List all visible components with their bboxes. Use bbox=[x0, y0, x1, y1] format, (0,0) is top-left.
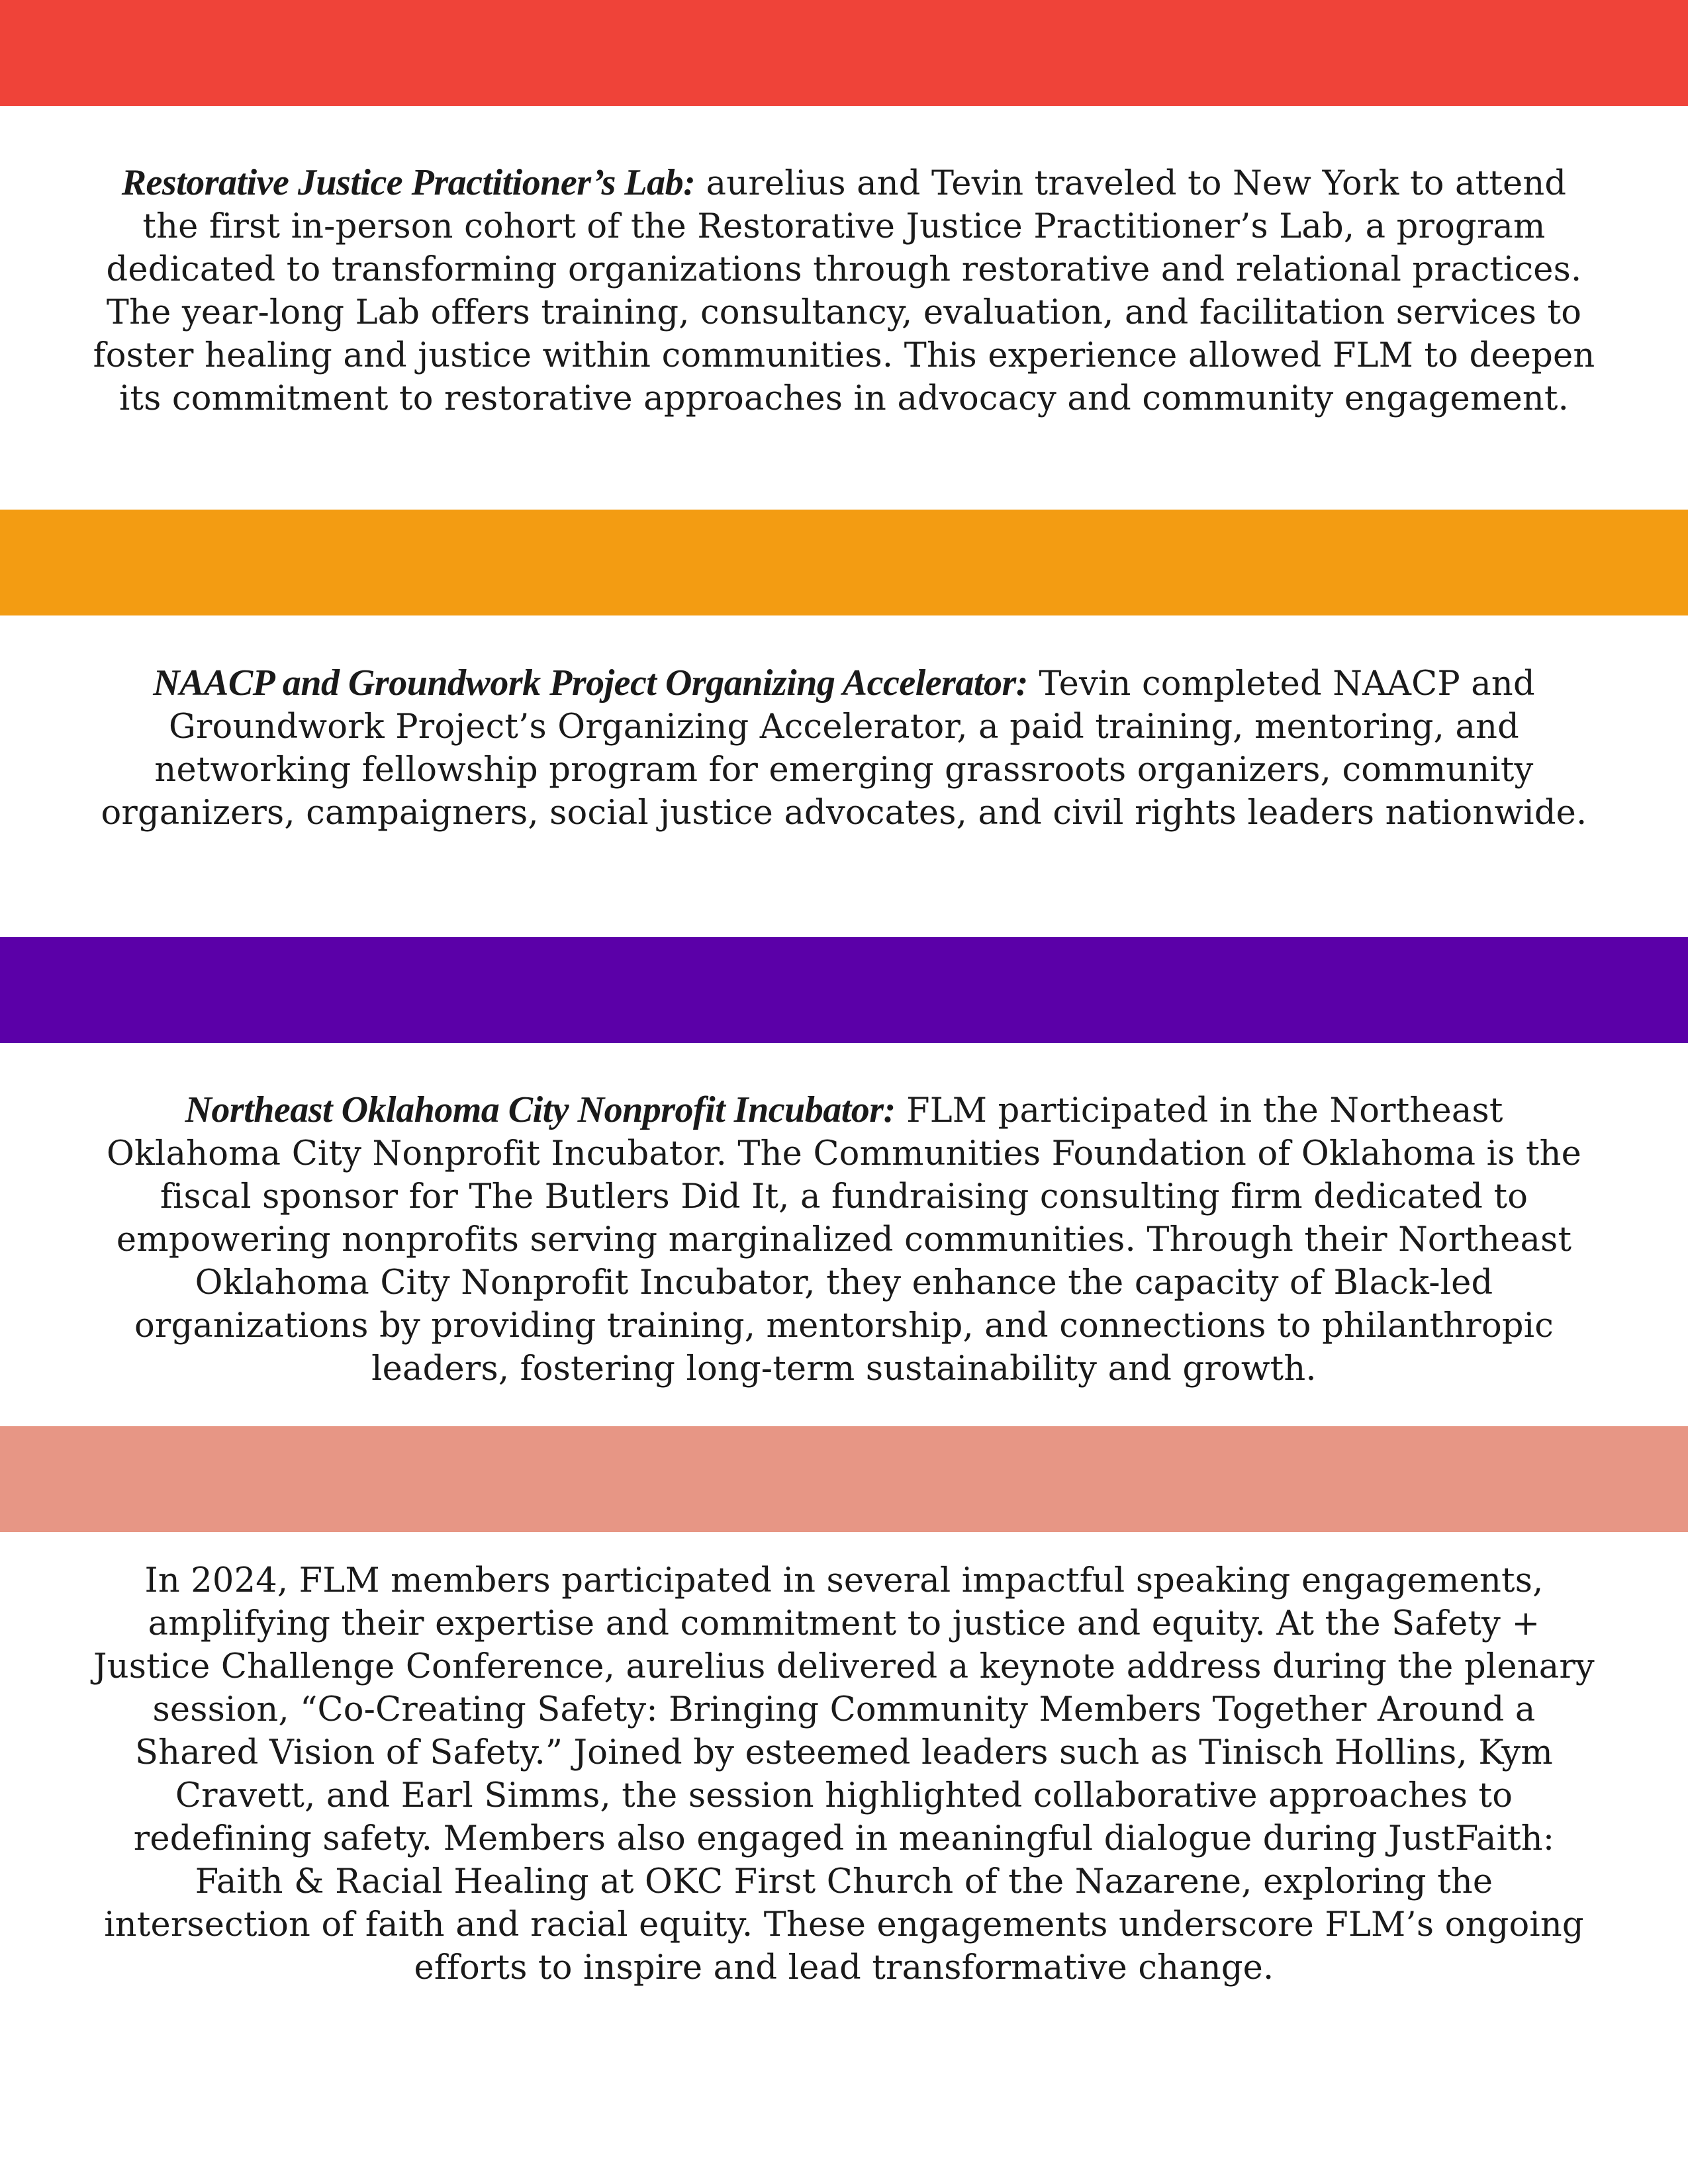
naacp-accelerator-text: Tevin completed NAACP and Groundwork Project’s Organizing Accelerator, a paid training, mentoring, and networking fellowship program for emerging grassroots organizers, community organizers, campaigners, social justice advocates, and civil rights leaders nationwide. bbox=[101, 664, 1587, 833]
purple-color-band bbox=[0, 937, 1688, 1043]
okc-incubator-heading: Northeast Oklahoma City Nonprofit Incubator: bbox=[185, 1089, 896, 1130]
speaking-engagements-paragraph bbox=[93, 1559, 1595, 1989]
rj-practitioners-lab-heading: Restorative Justice Practitioner’s Lab: bbox=[121, 162, 696, 203]
red-color-band bbox=[0, 0, 1688, 106]
okc-incubator-paragraph bbox=[93, 1089, 1595, 1390]
okc-incubator-text: FLM participated in the Northeast Oklahoma City Nonprofit Incubator. The Communities Foundation of Oklahoma is the fiscal sponsor for The Butlers Did It, a fundraising consulting firm dedicated to empowering nonprofits serving marginalized communities. Through their Northeast Oklahoma City Nonprofit Incubator, they enhance the capacity of Black-led organizations by providing training, mentorship, and connections to philanthropic leaders, fostering long-term sustainability and growth. bbox=[106, 1091, 1582, 1388]
naacp-accelerator-heading: NAACP and Groundwork Project Organizing Accelerator: bbox=[153, 662, 1028, 704]
naacp-accelerator-paragraph bbox=[93, 662, 1595, 835]
orange-color-band bbox=[0, 510, 1688, 615]
rj-practitioners-lab-text: aurelius and Tevin traveled to New York to attend the first in-person cohort of the Restorative Justice Practitioner’s Lab, a program dedicated to transforming organizations through restorative and relational practices. The year-long Lab offers training, consultancy, evaluation, and facilitation services to foster healing and justice within communities. This experience allowed FLM to deepen its commitment to restorative approaches in advocacy and community engagement. bbox=[93, 164, 1595, 418]
speaking-engagements-text: In 2024, FLM members participated in several impactful speaking engagements, amplifying their expertise and commitment to justice and equity. At the Safety + Justice Challenge Conference, aurelius delivered a keynote address during the plenary session, “Co-Creating Safety: Bringing Community Members Together Around a Shared Vision of Safety.” Joined by esteemed leaders such as Tinisch Hollins, Kym Cravett, and Earl Simms, the session highlighted collaborative approaches to redefining safety. Members also engaged in meaningful dialogue during JustFaith: Faith & Racial Healing at OKC First Church of the Nazarene, exploring the intersection of faith and racial equity. These engagements underscore FLM’s ongoing efforts to inspire and lead transformative change. bbox=[93, 1561, 1595, 1987]
rj-practitioners-lab-paragraph bbox=[93, 161, 1595, 420]
salmon-color-band bbox=[0, 1426, 1688, 1532]
